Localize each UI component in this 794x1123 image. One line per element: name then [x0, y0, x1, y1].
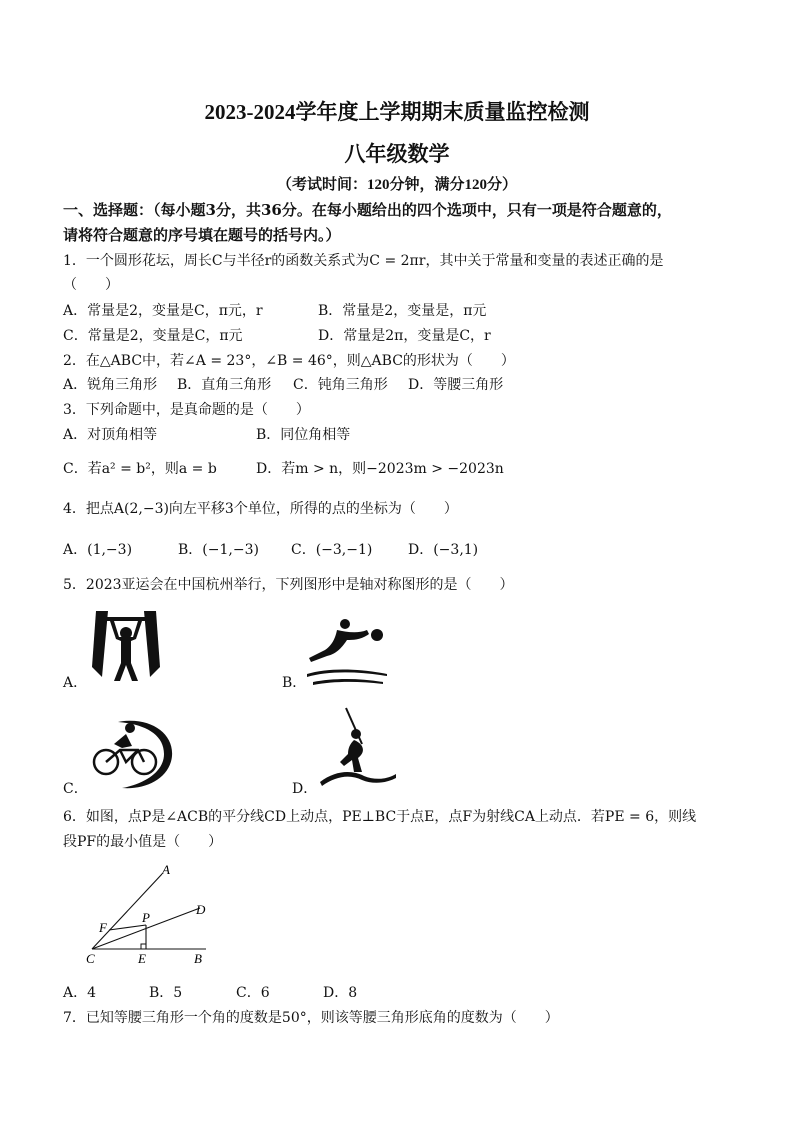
q3-option-c: C．若a² = b²，则a = b: [63, 461, 217, 477]
angle-bisector-figure: [82, 860, 216, 968]
q3-stem: 3．下列命题中，是真命题的是（ ）: [63, 402, 310, 418]
q2-option-b: B．直角三角形: [177, 377, 272, 393]
section-heading-line1: 一、选择题：（每小题3分，共36分。在每小题给出的四个选项中，只有一项是符合题意的，: [63, 201, 672, 219]
volleyball-icon: [307, 616, 389, 686]
q3-option-a: A．对顶角相等: [63, 427, 158, 443]
q3-option-d: D．若m > n，则−2023m > −2023n: [256, 461, 504, 477]
q5-option-a: A．: [63, 675, 88, 691]
q1-stem-line1: 1．一个圆形花坛，周长C与半径r的函数关系式为C = 2πr，其中关于常量和变量的表述正确的是: [63, 253, 664, 269]
label-c: C: [86, 951, 95, 966]
q5-option-d: D．: [292, 781, 318, 797]
label-a: A: [162, 862, 170, 877]
q4-option-d: D．(−3,1): [408, 542, 479, 558]
q4-option-a: A．(1,−3): [63, 542, 133, 558]
q1-stem-line2: （ ）: [63, 277, 119, 293]
q6-option-a: A．4: [63, 985, 97, 1001]
q4-stem: 4．把点A(2,−3)向左平移3个单位，所得的点的坐标为（ ）: [63, 501, 458, 517]
q2-option-d: D．等腰三角形: [408, 377, 504, 393]
q1-option-c: C．常量是2，变量是C，π元: [63, 328, 243, 344]
q1-option-b: B．常量是2，变量是，π元: [318, 303, 487, 319]
q5-stem: 5．2023亚运会在中国杭州举行，下列图形中是轴对称图形的是（ ）: [63, 577, 514, 593]
golf-icon: [318, 706, 398, 788]
q1-option-d: D．常量是2π，变量是C，r: [318, 328, 491, 344]
q5-option-c: C．: [63, 781, 88, 797]
q6-stem-line2: 段PF的最小值是（ ）: [63, 834, 223, 850]
q2-option-c: C．钝角三角形: [293, 377, 388, 393]
label-f: F: [99, 920, 107, 935]
label-p: P: [142, 910, 150, 925]
q3-option-b: B．同位角相等: [256, 427, 351, 443]
label-e: E: [138, 951, 146, 966]
q6-option-b: B．5: [149, 985, 183, 1001]
q4-option-b: B．(−1,−3): [178, 542, 259, 558]
q4-option-c: C．(−3,−1): [291, 542, 373, 558]
exam-title: 2023-2024学年度上学期期末质量监控检测: [204, 100, 590, 124]
label-d: D: [196, 902, 206, 917]
q2-option-a: A．锐角三角形: [63, 377, 158, 393]
q2-stem: 2．在△ABC中，若∠A = 23°，∠B = 46°，则△ABC的形状为（ ）: [63, 353, 515, 369]
q6-stem-line1: 6．如图，点P是∠ACB的平分线CD上动点，PE⊥BC于点E，点F为射线CA上动点．若PE = 6，则线: [63, 809, 697, 825]
exam-info: （考试时间：120分钟，满分120分）: [276, 177, 517, 193]
q1-option-a: A．常量是2，变量是C，π元，r: [63, 303, 263, 319]
label-b: B: [194, 951, 202, 966]
q6-option-d: D．8: [323, 985, 358, 1001]
section-heading-line2: 请将符合题意的序号填在题号的括号内。）: [63, 226, 341, 244]
exam-subtitle: 八年级数学: [344, 142, 450, 166]
cycling-icon: [86, 716, 176, 792]
q6-option-c: C．6: [236, 985, 270, 1001]
weightlifting-icon: [88, 607, 164, 683]
q7-stem: 7．已知等腰三角形一个角的度数是50°，则该等腰三角形底角的度数为（ ）: [63, 1010, 559, 1026]
q5-option-b: B．: [282, 675, 307, 691]
